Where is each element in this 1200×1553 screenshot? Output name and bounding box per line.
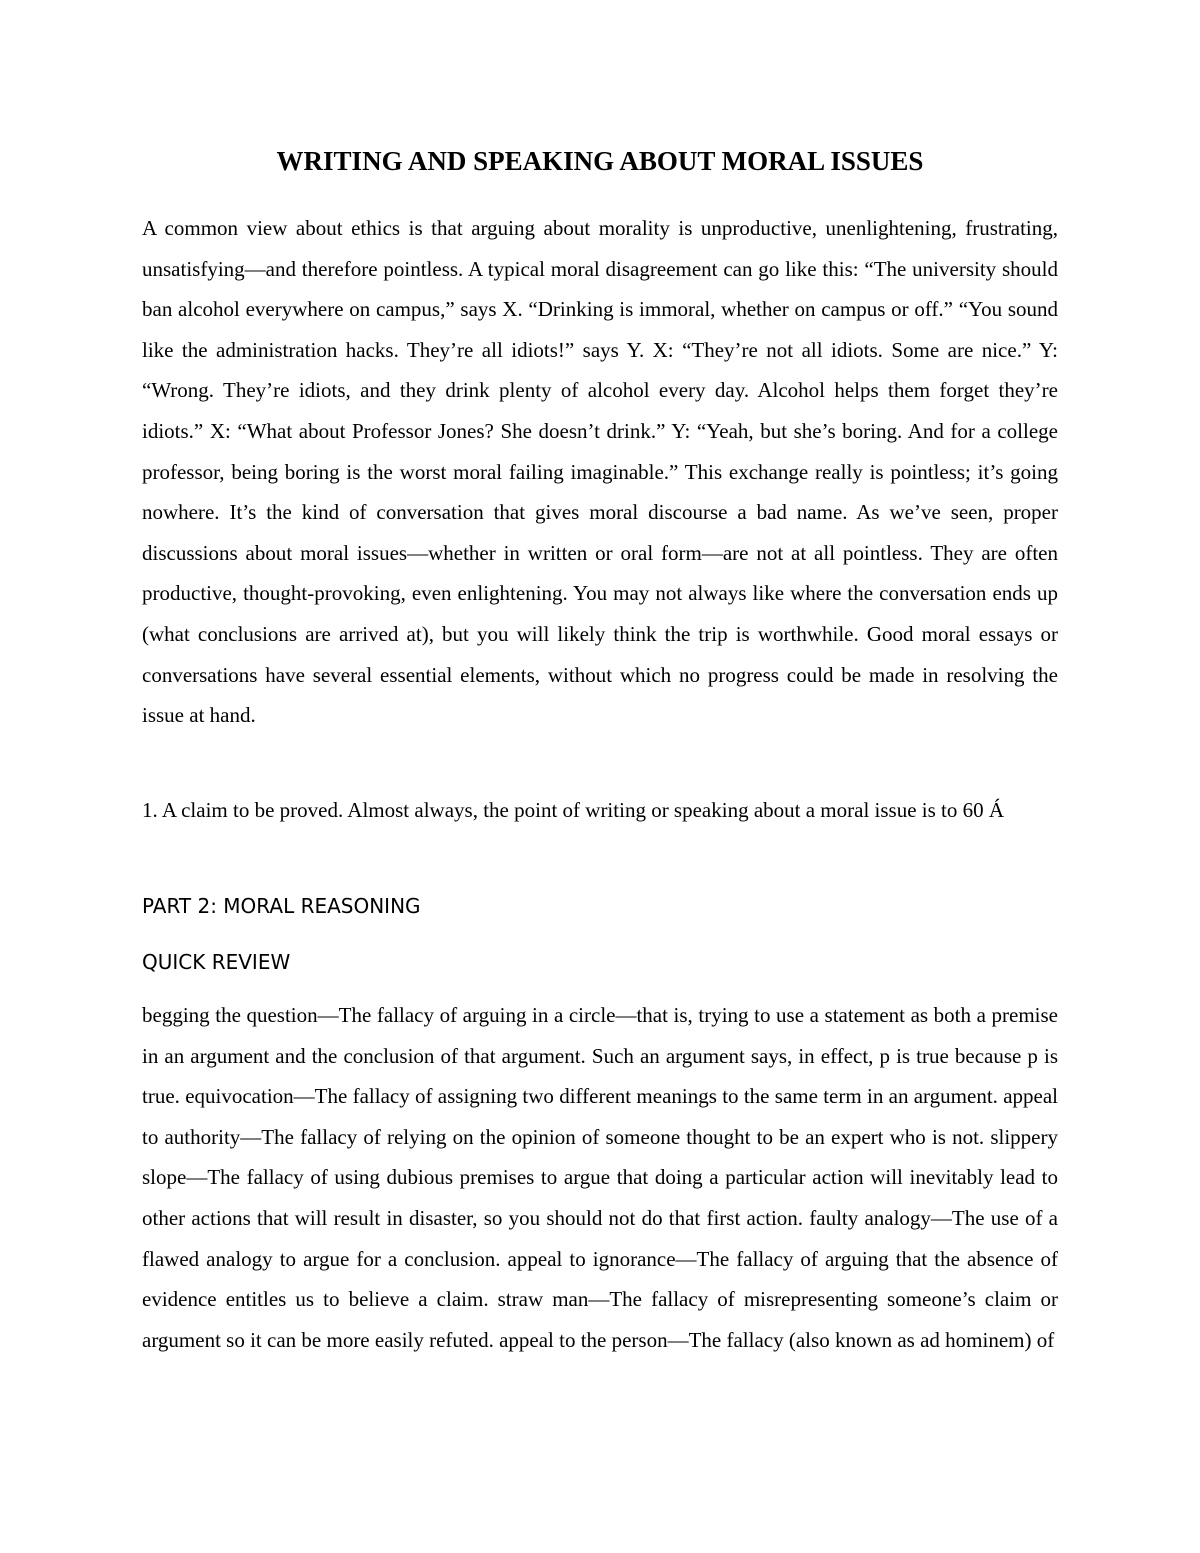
intro-paragraph: A common view about ethics is that arguing about morality is unproductive, unenlightening, frustrating, unsatisfying—and therefore pointless. A typical moral disagreement can go like this: “The university should ban alcohol everywhere on campus,” says X. “Drinking is immoral, whether on campus or off.” “You sound like the administration hacks. They’re all idiots!” says Y. X: “They’re not all idiots. Some are nice.” Y: “Wrong. They’re idiots, and they drink plenty of alcohol every day. Alcohol helps them forget they’re idiots.” X: “What about Professor Jones? She doesn’t drink.” Y: “Yeah, but she’s boring. And for a college professor, being boring is the worst moral failing imaginable.” This exchange really is pointless; it’s going nowhere. It’s the kind of conversation that gives moral discourse a bad name. As we’ve seen, proper discussions about moral issues—whether in written or oral form—are not at all pointless. They are often productive, thought-provoking, even enlightening. You may not always like where the conversation ends up (what conclusions are arrived at), but you will likely think the trip is worthwhile. Good moral essays or conversations have several essential elements, without which no progress could be made in resolving the issue at hand. — [142, 216, 1058, 728]
subsection-heading: QUICK REVIEW — [142, 950, 291, 974]
claim-paragraph: 1. A claim to be proved. Almost always, the point of writing or speaking about a moral issue is to 60 Á — [142, 798, 1005, 822]
section-heading: PART 2: MORAL REASONING — [142, 894, 421, 918]
document-title: WRITING AND SPEAKING ABOUT MORAL ISSUES — [276, 146, 924, 176]
review-paragraph: begging the question—The fallacy of arguing in a circle—that is, trying to use a statement as both a premise in an argument and the conclusion of that argument. Such an argument says, in effect, p is true because p is true. equivocation—The fallacy of assigning two different meanings to the same term in an argument. appeal to authority—The fallacy of relying on the opinion of someone thought to be an expert who is not. slippery slope—The fallacy of using dubious premises to argue that doing a particular action will inevitably lead to other actions that will result in disaster, so you should not do that first action. faulty analogy—The use of a flawed analogy to argue for a conclusion. appeal to ignorance—The fallacy of arguing that the absence of evidence entitles us to believe a claim. straw man—The fallacy of misrepresenting someone’s claim or argument so it can be more easily refuted. appeal to the person—The fallacy (also known as ad hominem) of — [142, 1003, 1058, 1352]
